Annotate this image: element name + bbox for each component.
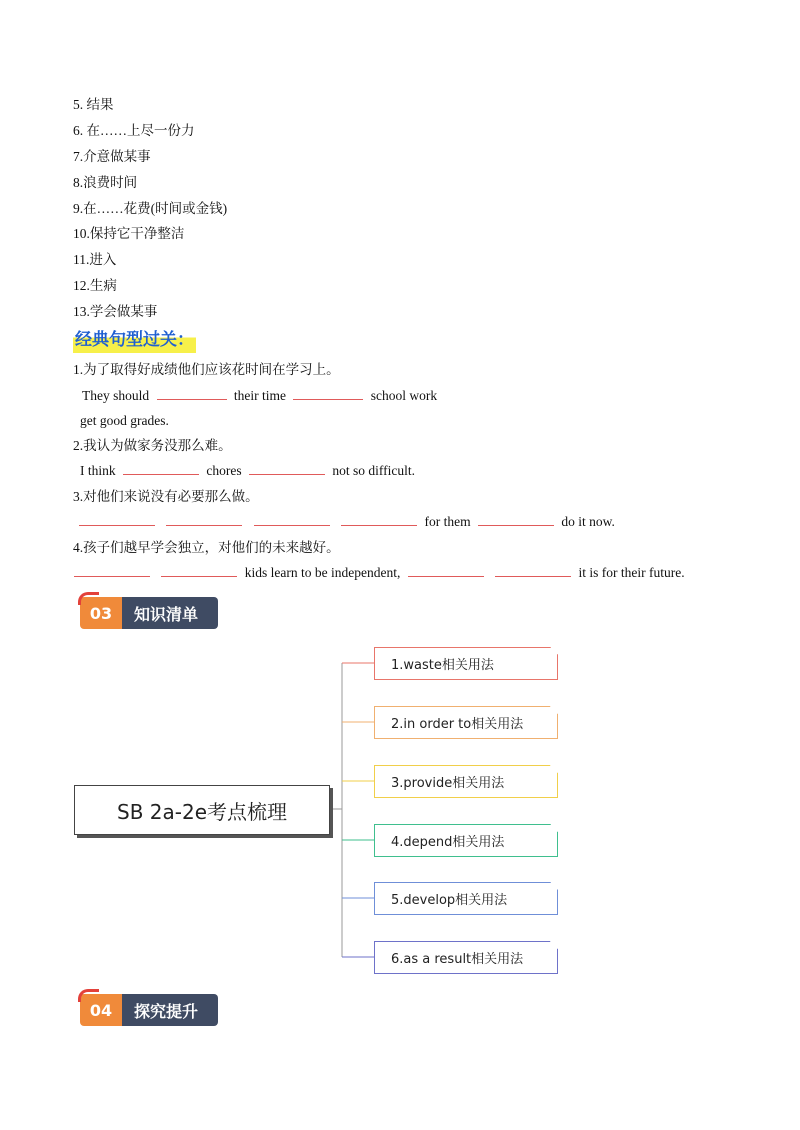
vocab-item-7: 7.介意做某事 xyxy=(73,149,151,164)
sentence-4-chinese: 4.孩子们越早学会独立，对他们的未来越好。 xyxy=(73,540,340,555)
section-04-number: 04 xyxy=(80,994,122,1026)
sentence-3-part-b: do it now. xyxy=(561,514,615,529)
section-03-number: 03 xyxy=(80,597,122,629)
vocab-item-11: 11.进入 xyxy=(73,252,117,267)
sentence-3-chinese: 3.对他们来说没有必要那么做。 xyxy=(73,489,259,504)
mindmap-node-as-a-result: 6.as a result相关用法 xyxy=(374,941,558,974)
sentence-2-part-c: not so difficult. xyxy=(332,463,415,478)
sentence-1-part-b: their time xyxy=(233,388,286,403)
section-03-title: 知识清单 xyxy=(122,597,218,629)
sentence-2-chinese: 2.我认为做家务没那么难。 xyxy=(73,438,232,453)
section-04-banner xyxy=(80,994,218,1026)
vocab-item-8: 8.浪费时间 xyxy=(73,175,138,190)
vocab-item-13: 13.学会做某事 xyxy=(73,304,158,319)
mindmap-node-provide: 3.provide相关用法 xyxy=(374,765,558,798)
sentence-4-part-a: kids learn to be independent, xyxy=(244,565,401,580)
mindmap-node-waste: 1.waste相关用法 xyxy=(374,647,558,680)
sentence-1-part-c: school work xyxy=(370,388,438,403)
vocab-item-10: 10.保持它干净整洁 xyxy=(73,226,185,241)
section-04-title: 探究提升 xyxy=(122,994,218,1026)
sentences-heading: 经典句型过关： xyxy=(73,327,196,353)
sentence-1-continuation: get good grades. xyxy=(80,413,169,428)
mindmap-node-depend: 4.depend相关用法 xyxy=(374,824,558,857)
vocab-item-12: 12.生病 xyxy=(73,278,117,293)
sentence-3-part-a: for them xyxy=(424,514,471,529)
sentence-1-chinese: 1.为了取得好成绩他们应该花时间在学习上。 xyxy=(73,362,340,377)
sentence-2-part-a: I think xyxy=(80,463,116,478)
mindmap-node-in-order-to: 2.in order to相关用法 xyxy=(374,706,558,739)
vocab-item-9: 9.在……花费(时间或金钱) xyxy=(73,201,228,216)
mindmap-root: SB 2a-2e考点梳理 xyxy=(74,785,330,835)
sentence-2-part-b: chores xyxy=(206,463,242,478)
sentence-1-part-a: They should xyxy=(82,388,150,403)
mindmap-node-develop: 5.develop相关用法 xyxy=(374,882,558,915)
sentence-4-part-b: it is for their future. xyxy=(578,565,685,580)
vocab-item-6: 6. 在……上尽一份力 xyxy=(73,123,195,138)
vocab-item-5: 5. 结果 xyxy=(73,97,114,112)
